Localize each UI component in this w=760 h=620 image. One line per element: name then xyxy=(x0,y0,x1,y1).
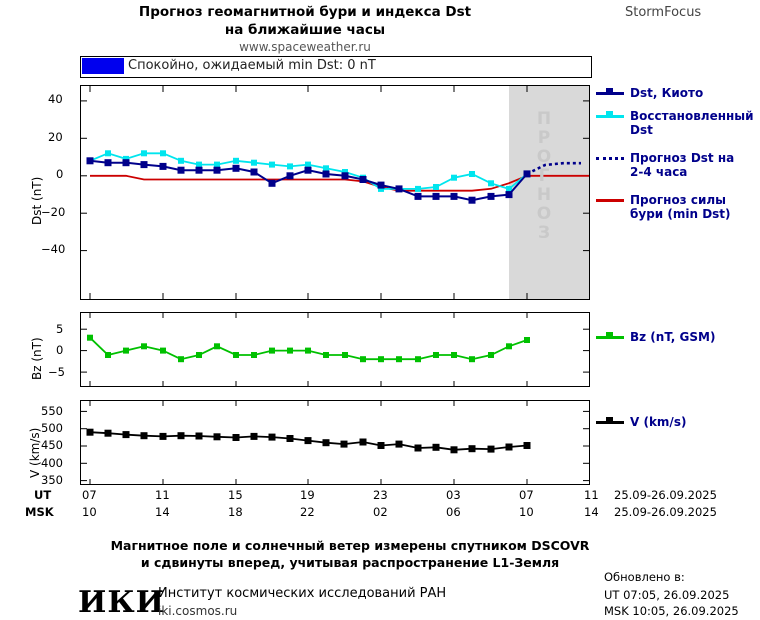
time-row-label-ut: UT xyxy=(34,488,52,502)
legend-item-dst-forecast[interactable] xyxy=(596,151,760,179)
legend-item-restored-dst[interactable] xyxy=(596,109,760,137)
status-text: Спокойно, ожидаемый min Dst: 0 nT xyxy=(128,58,376,73)
legend-label-dst-kyoto: Dst, Киото xyxy=(630,86,704,100)
forecast-watermark: П Р О Г Н О З xyxy=(536,109,554,243)
brand-label: StormFocus xyxy=(625,5,702,20)
v-ytick-350: 350 xyxy=(41,473,63,487)
time-axis xyxy=(0,487,760,527)
ut-tick-5: 03 xyxy=(446,488,461,502)
v-chart-panel xyxy=(80,400,590,485)
time-row-label-msk: MSK xyxy=(25,505,54,519)
legend-label-dst-forecast: Прогноз Dst на 2-4 часа xyxy=(630,151,735,179)
bz-plot xyxy=(81,313,589,386)
dst-ytick-20: 20 xyxy=(48,130,63,144)
legend-marker-square xyxy=(606,417,613,424)
legend-item-dst-kyoto[interactable] xyxy=(596,86,760,100)
date-range-ut: 25.09-26.09.2025 xyxy=(614,488,717,502)
msk-tick-5: 06 xyxy=(446,505,461,519)
msk-tick-2: 18 xyxy=(228,505,243,519)
chart-title-line1: Прогноз геомагнитной бури и индекса Dst xyxy=(138,4,472,20)
v-ytick-500: 500 xyxy=(41,421,63,435)
msk-tick-3: 22 xyxy=(300,505,315,519)
legend-marker-square xyxy=(606,332,613,339)
ut-tick-7: 11 xyxy=(584,488,599,502)
updated-ut: UT 07:05, 26.09.2025 xyxy=(604,588,730,602)
legend-item-v[interactable] xyxy=(596,415,686,429)
institute-name: Институт космических исследований РАН xyxy=(158,586,447,601)
msk-tick-0: 10 xyxy=(82,505,97,519)
ut-tick-2: 15 xyxy=(228,488,243,502)
msk-tick-6: 10 xyxy=(519,505,534,519)
iki-logo: ИКИ xyxy=(78,585,165,620)
legend-label-bz: Bz (nT, GSM) xyxy=(630,330,716,344)
legend-marker-square xyxy=(606,111,613,118)
chart-title-line2: на ближайшие часы xyxy=(224,22,386,38)
dst-chart-panel xyxy=(80,85,590,300)
dst-plot xyxy=(81,86,589,299)
dst-ytick-m40: −40 xyxy=(41,242,66,256)
bz-chart-panel xyxy=(80,312,590,387)
legend-label-storm-forecast: Прогноз силы бури (min Dst) xyxy=(630,193,731,221)
msk-tick-1: 14 xyxy=(155,505,170,519)
v-ytick-550: 550 xyxy=(41,404,63,418)
site-url: www.spaceweather.ru xyxy=(239,40,371,54)
ut-tick-3: 19 xyxy=(300,488,315,502)
legend xyxy=(596,86,760,247)
date-range-msk: 25.09-26.09.2025 xyxy=(614,505,717,519)
bz-ytick-0: 0 xyxy=(56,343,64,357)
dst-ytick-40: 40 xyxy=(48,92,63,106)
legend-item-storm-forecast[interactable] xyxy=(596,193,760,221)
footer-line1: Магнитное поле и солнечный ветер измерены спутником DSCOVR xyxy=(110,538,590,553)
v-ytick-400: 400 xyxy=(41,456,63,470)
msk-tick-7: 14 xyxy=(584,505,599,519)
legend-marker-line xyxy=(596,199,624,202)
legend-item-bz[interactable] xyxy=(596,330,715,344)
v-plot xyxy=(81,401,589,484)
msk-tick-4: 02 xyxy=(373,505,388,519)
bz-axis-title: Bz (nT) xyxy=(30,337,44,380)
v-axis-title: V (km/s) xyxy=(28,427,42,478)
dst-ytick-0: 0 xyxy=(56,167,64,181)
legend-label-v: V (km/s) xyxy=(630,415,687,429)
bz-ytick-5: 5 xyxy=(56,322,64,336)
footer-line2: и сдвинуты вперед, учитывая распространение L1-Земля xyxy=(140,555,560,570)
legend-marker-square xyxy=(606,88,613,95)
ut-tick-4: 23 xyxy=(373,488,388,502)
institute-url[interactable]: iki.cosmos.ru xyxy=(158,604,238,618)
legend-label-restored-dst: Восстановленный Dst xyxy=(630,109,754,137)
v-ytick-450: 450 xyxy=(41,438,63,452)
updated-msk: MSK 10:05, 26.09.2025 xyxy=(604,604,739,618)
updated-label: Обновлено в: xyxy=(604,570,685,584)
legend-marker-dotted xyxy=(596,157,624,160)
ut-tick-0: 07 xyxy=(82,488,97,502)
ut-tick-1: 11 xyxy=(155,488,170,502)
dst-axis-title: Dst (nT) xyxy=(30,176,44,225)
dst-ytick-m20: −20 xyxy=(41,205,66,219)
status-color-swatch xyxy=(82,58,124,74)
bz-ytick-m5: −5 xyxy=(48,365,65,379)
ut-tick-6: 07 xyxy=(519,488,534,502)
